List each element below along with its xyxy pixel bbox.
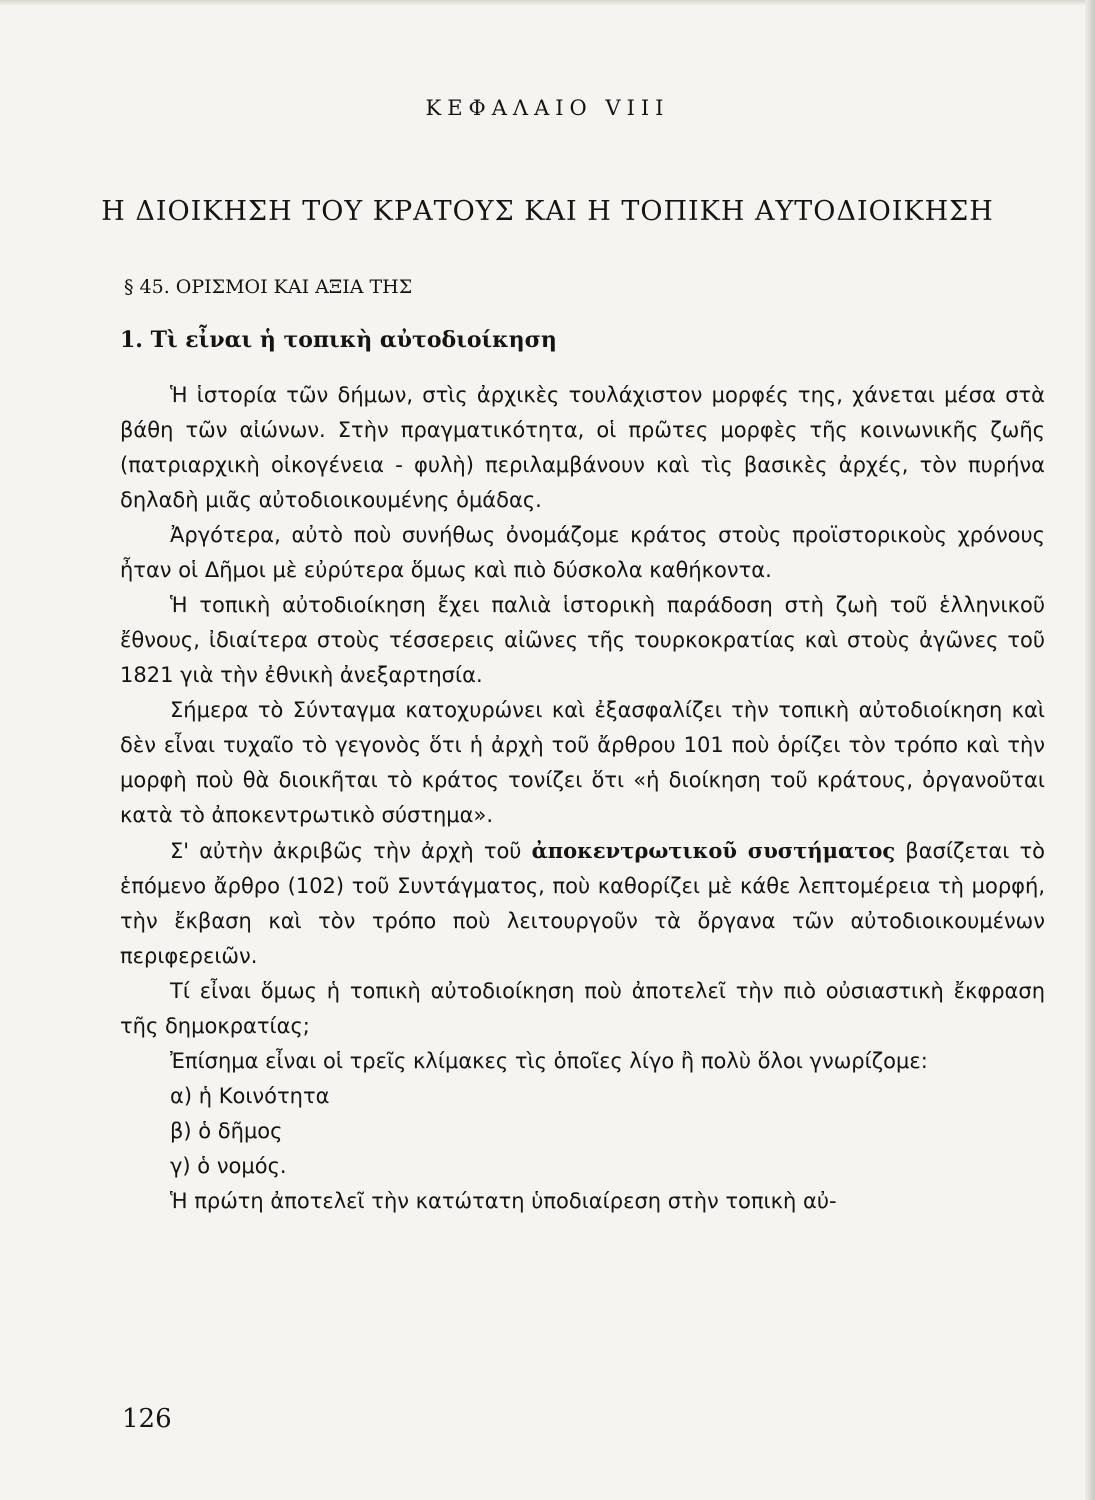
paragraph-5-start: Σ' αὐτὴν ἀκριβῶς τὴν ἀρχὴ τοῦ	[170, 839, 532, 863]
paragraph-2: Ἀργότερα, αὐτὸ ποὺ συνήθως ὀνομάζομε κράτος στοὺς προϊστορικοὺς χρόνους ἦταν οἱ Δῆμοι μὲ εὐρύτερα ὅμως καὶ πιὸ δύσκολα καθήκοντα.	[120, 523, 1045, 582]
page-top-edge	[0, 0, 1095, 6]
page-number: 126	[122, 1404, 172, 1434]
paragraph-5	[120, 833, 1045, 974]
paragraph-6: Τί εἶναι ὅμως ἡ τοπικὴ αὐτοδιοίκηση ποὺ ἀποτελεῖ τὴν πιὸ οὐσιαστικὴ ἔκφραση τῆς δημοκρατίας;	[120, 979, 1045, 1038]
list-item: β) ὁ δῆμος	[170, 1119, 283, 1143]
paragraph-5-end: βασίζεται τὸ ἑπόμενο ἄρθρο (102) τοῦ Συντάγματος, ποὺ καθορίζει μὲ κάθε λεπτομέρεια τὴ μορφή, τὴν ἔκβαση καὶ τὸν τρόπο ποὺ λειτουργοῦν τὰ ὄργανα τῶν αὐτοδιοικουμένων περιφερειῶν.	[120, 839, 1045, 968]
section-heading: § 45. ΟΡΙΣΜΟΙ ΚΑΙ ΑΞΙΑ ΤΗΣ	[124, 276, 413, 298]
chapter-label: ΚΕΦΑΛΑΙΟ VIII	[425, 96, 670, 120]
list-item: γ) ὁ νομός.	[170, 1154, 287, 1178]
paragraph-8: Ἡ πρώτη ἀποτελεῖ τὴν κατώτατη ὑποδιαίρεση στὴν τοπικὴ αὐ-	[170, 1189, 837, 1213]
body-text	[120, 378, 1045, 1219]
paragraph-4: Σήμερα τὸ Σύνταγμα κατοχυρώνει καὶ ἐξασφαλίζει τὴν τοπικὴ αὐτοδιοίκηση καὶ δὲν εἶναι τυχαῖο τὸ γεγονὸς ὅτι ἡ ἀρχὴ τοῦ ἄρθρου 101 ποὺ ὁρίζει τὸν τρόπο καὶ τὴν μορφὴ ποὺ θὰ διοικῆται τὸ κράτος τονίζει ὅτι «ἡ διοίκηση τοῦ κράτους, ὀργανοῦται κατὰ τὸ ἀποκεντρωτικὸ σύστημα».	[120, 698, 1045, 827]
paragraph-1: Ἡ ἱστορία τῶν δήμων, στὶς ἀρχικὲς τουλάχιστον μορφές της, χάνεται μέσα στὰ βάθη τῶν αἰώνων. Στὴν πραγματικότητα, οἱ πρῶτες μορφὲς τῆς κοινωνικῆς ζωῆς (πατριαρχικὴ οἰκογένεια - φυλὴ) περιλαμβάνουν καὶ τὶς βασικὲς ἀρχές, τὸν πυρήνα δηλαδὴ μιᾶς αὐτοδιοικουμένης ὁμάδας.	[120, 383, 1045, 512]
paragraph-7: Ἐπίσημα εἶναι οἱ τρεῖς κλίμακες τὶς ὁποῖες λίγο ἢ πολὺ ὅλοι γνωρίζομε:	[170, 1049, 928, 1073]
chapter-title: Η ΔΙΟΙΚΗΣΗ ΤΟΥ ΚΡΑΤΟΥΣ ΚΑΙ Η ΤΟΠΙΚΗ ΑΥΤΟΔΙΟΙΚΗΣΗ	[101, 196, 994, 227]
bold-term: ἀποκεντρωτικοῦ συστήματος	[531, 838, 896, 863]
list-item: α) ἡ Κοινότητα	[170, 1084, 330, 1108]
paragraph-3: Ἡ τοπικὴ αὐτοδιοίκηση ἔχει παλιὰ ἱστορικὴ παράδοση στὴ ζωὴ τοῦ ἑλληνικοῦ ἔθνους, ἰδιαίτερα στοὺς τέσσερεις αἰῶνες τῆς τουρκοκρατίας καὶ στοὺς ἀγῶνες τοῦ 1821 γιὰ τὴν ἐθνικὴ ἀνεξαρτησία.	[120, 593, 1045, 687]
subsection-heading: 1. Τὶ εἶναι ἡ τοπικὴ αὐτοδιοίκηση	[120, 327, 557, 353]
